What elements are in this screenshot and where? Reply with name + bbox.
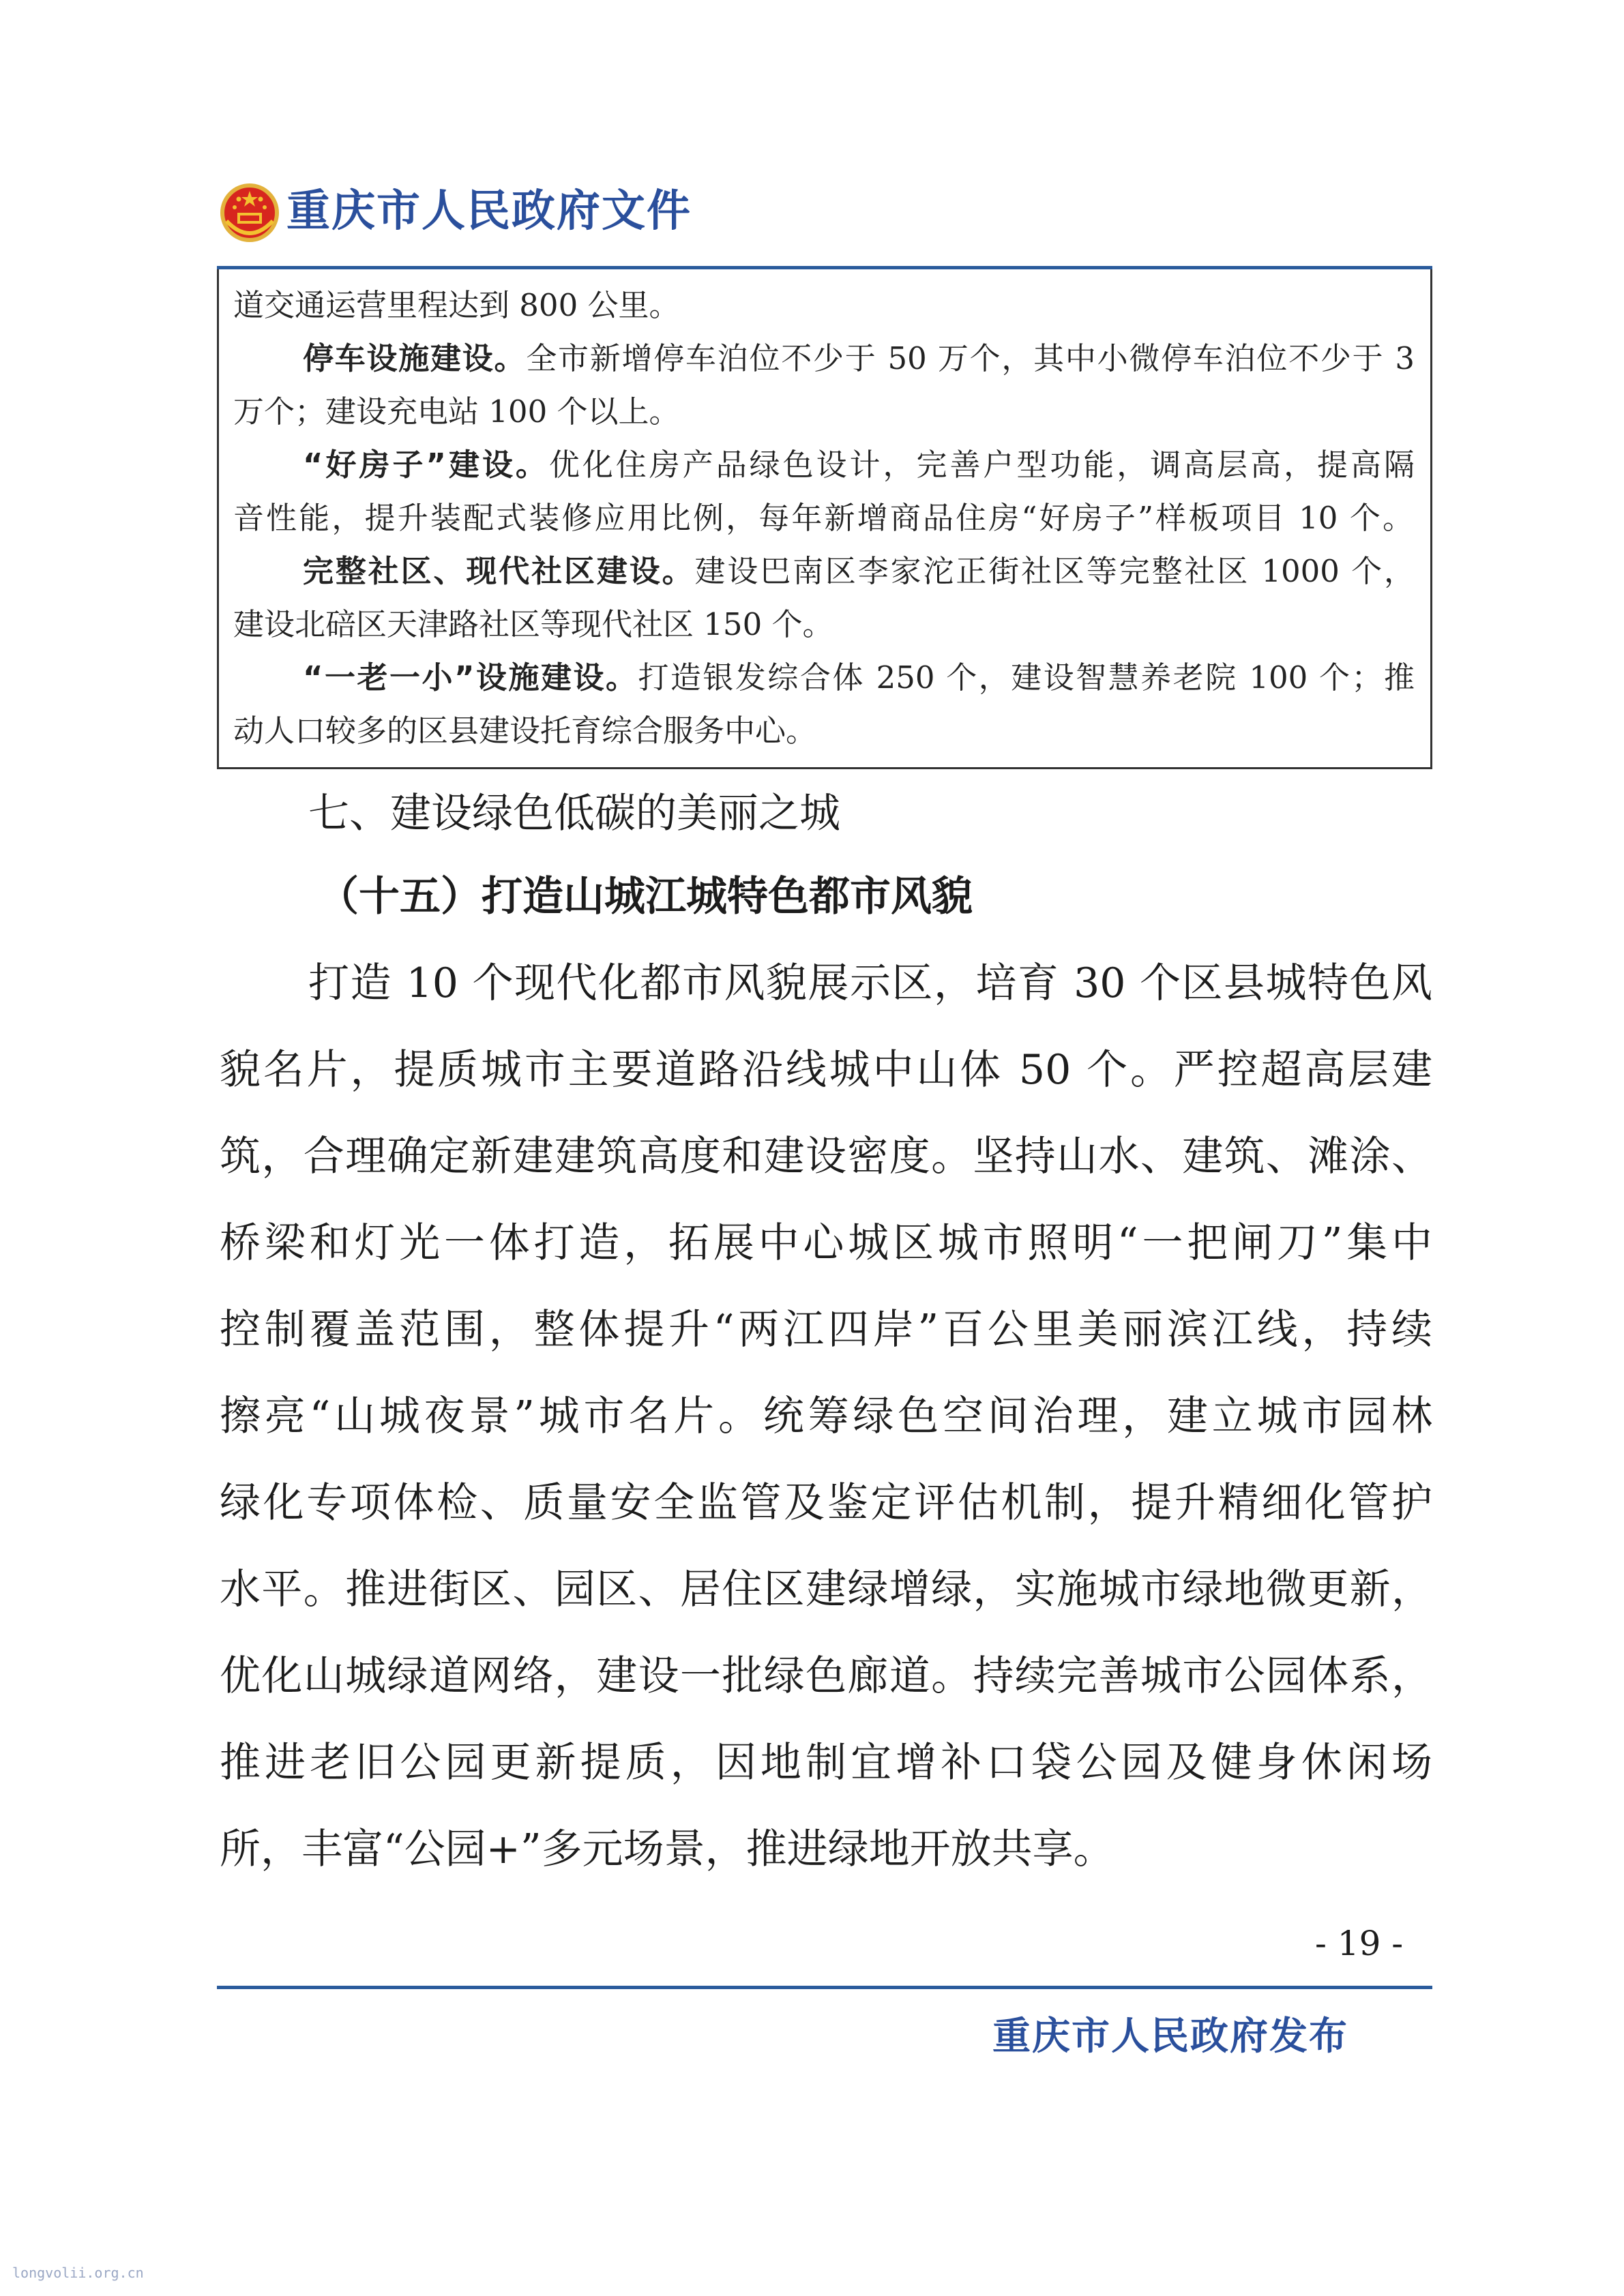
section-heading: 七、建设绿色低碳的美丽之城 (308, 790, 840, 837)
paragraph-line: 控制覆盖范围，整体提升“两江四岸”百公里美丽滨江线，持续 (220, 1306, 1432, 1354)
paragraph-line: 筑，合理确定新建建筑高度和建设密度。坚持山水、建筑、滩涂、 (220, 1133, 1432, 1180)
box-line: “一老一小”设施建设。打造银发综合体 250 个，建设智慧养老院 100 个；推 (303, 659, 1415, 696)
paragraph-line: 打造 10 个现代化都市风貌展示区，培育 30 个区县城特色风 (308, 959, 1432, 1007)
watermark-text: longvolii.org.cn (12, 2265, 144, 2281)
paragraph-line: 擦亮“山城夜景”城市名片。统筹绿色空间治理，建立城市园林 (220, 1392, 1432, 1440)
paragraph-line: 优化山城绿道网络，建设一批绿色廊道。持续完善城市公园体系， (220, 1652, 1432, 1700)
box-line: 音性能，提升装配式装修应用比例，每年新增商品住房“好房子”样板项目 10 个。 (233, 500, 1413, 536)
box-line: 建设北碚区天津路社区等现代社区 150 个。 (233, 606, 833, 642)
subsection-heading: （十五）打造山城江城特色都市风貌 (318, 873, 973, 921)
box-line: “好房子”建设。优化住房产品绿色设计，完善户型功能，调高层高，提高隔 (303, 447, 1415, 483)
box-line: 停车设施建设。全市新增停车泊位不少于 50 万个，其中小微停车泊位不少于 3 (303, 340, 1415, 376)
paragraph-line: 貌名片，提质城市主要道路沿线城中山体 50 个。严控超高层建 (220, 1046, 1432, 1094)
box-line: 动人口较多的区县建设托育综合服务中心。 (233, 713, 817, 749)
box-line-lead: 停车设施建设。 (303, 340, 527, 376)
box-line: 道交通运营里程达到 800 公里。 (233, 287, 680, 323)
paragraph-line: 推进老旧公园更新提质，因地制宜增补口袋公园及健身休闲场 (220, 1739, 1432, 1787)
box-line-lead: “好房子”建设。 (303, 447, 549, 483)
page-number: - 19 - (1315, 1924, 1404, 1963)
box-line-lead: 完整社区、现代社区建设。 (303, 553, 695, 589)
paragraph-line: 绿化专项体检、质量安全监管及鉴定评估机制，提升精细化管护 (220, 1479, 1432, 1527)
paragraph-line: 所，丰富“公园+”多元场景，推进绿地开放共享。 (220, 1825, 1114, 1873)
box-line: 完整社区、现代社区建设。建设巴南区李家沱正街社区等完整社区 1000 个， (303, 553, 1415, 589)
footer-divider (217, 1986, 1432, 1989)
document-header-title: 重庆市人民政府文件 (286, 185, 692, 237)
national-emblem-icon (217, 179, 282, 244)
paragraph-line: 水平。推进街区、园区、居住区建绿增绿，实施城市绿地微更新， (220, 1566, 1432, 1613)
paragraph-line: 桥梁和灯光一体打造，拓展中心城区城市照明“一把闸刀”集中 (220, 1219, 1432, 1267)
box-line-lead: “一老一小”设施建设。 (303, 659, 638, 696)
footer-publisher: 重庆市人民政府发布 (992, 2014, 1348, 2059)
box-line: 万个；建设充电站 100 个以上。 (233, 393, 680, 430)
